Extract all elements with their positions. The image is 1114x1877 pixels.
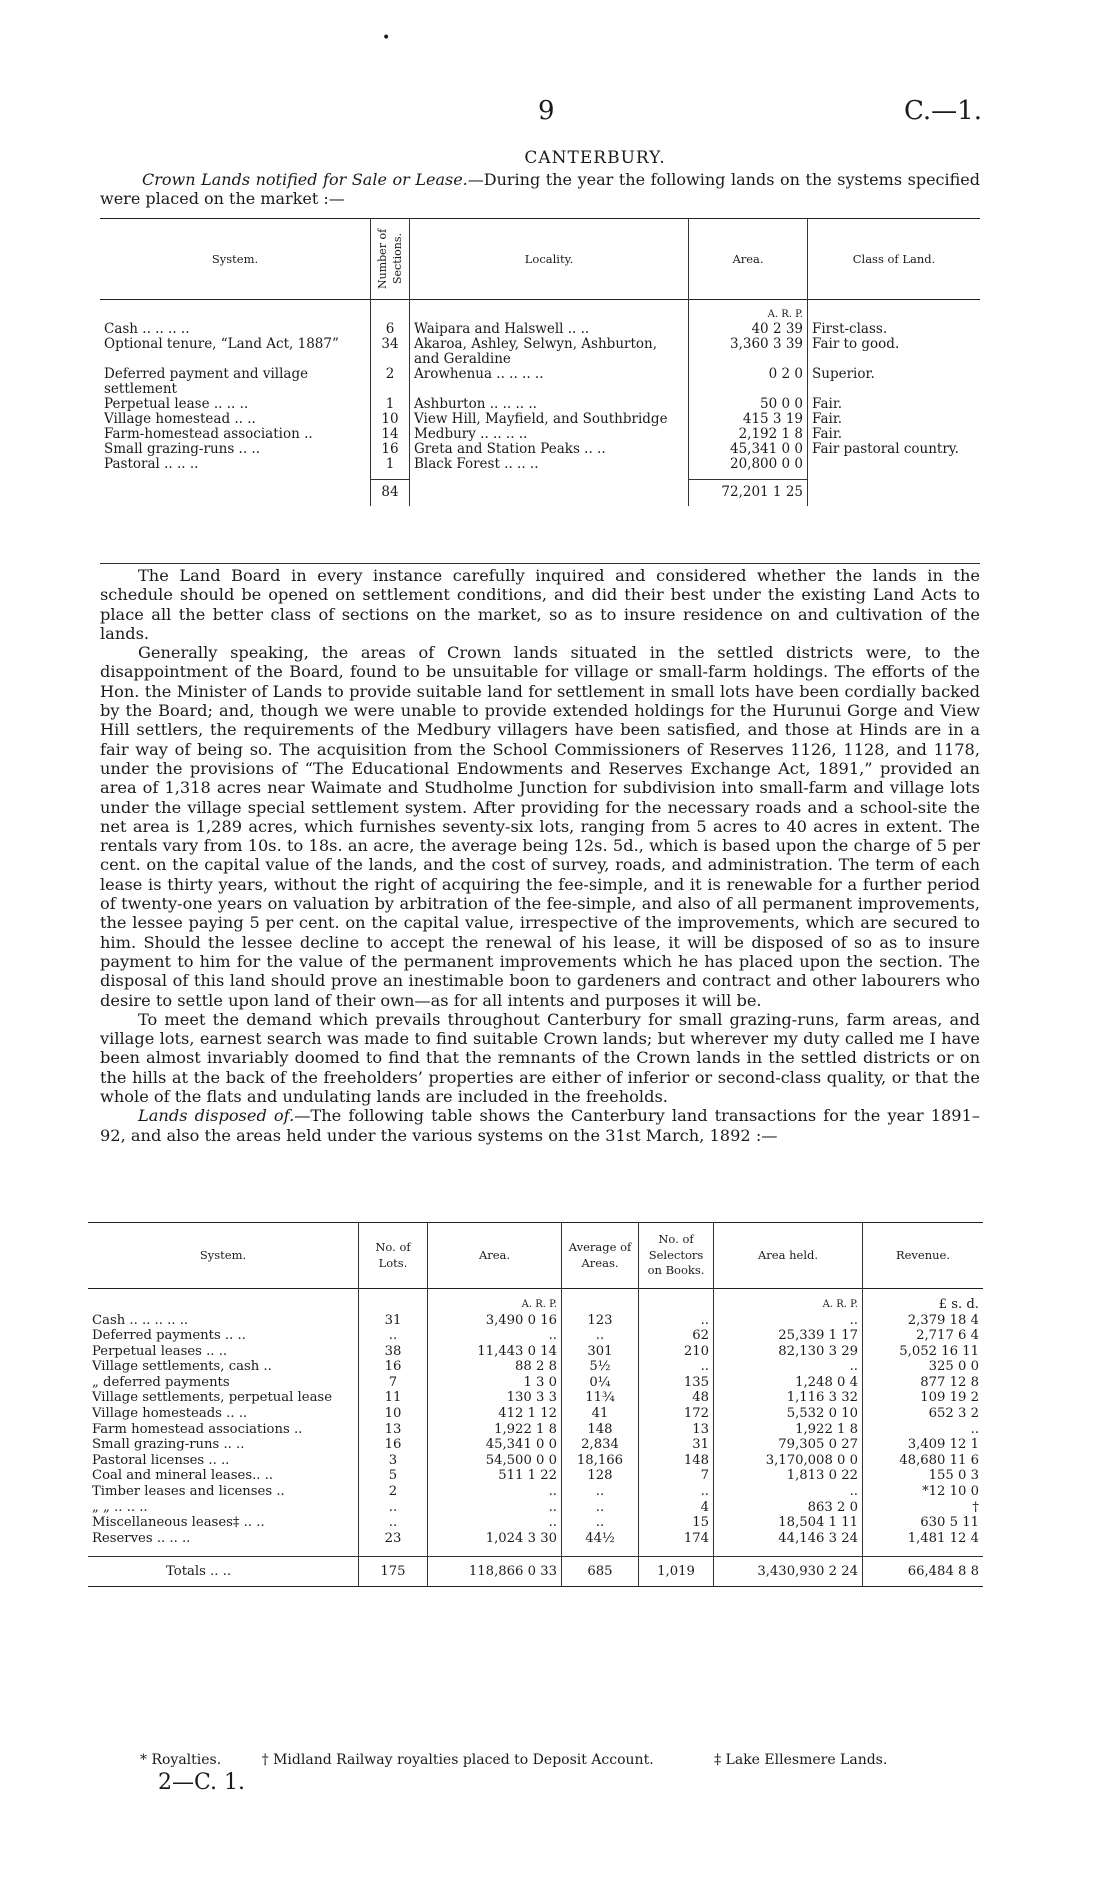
t2-cell-system: Miscellaneous leases‡ .. .. <box>92 1515 265 1531</box>
t1-cell-class: Fair. <box>808 412 981 427</box>
t2-cell-average: .. <box>562 1328 639 1344</box>
t2-header-lots: No. of Lots. <box>359 1223 428 1289</box>
t2-cell-selectors: .. <box>639 1484 714 1500</box>
t2-header-selectors: No. of Selectors on Books. <box>639 1223 714 1289</box>
t2-cell-lots: 5 <box>359 1468 428 1484</box>
t1-cell-sections: 14 <box>371 427 410 442</box>
t2-cell-lots: 10 <box>359 1406 428 1422</box>
t2-row <box>88 1453 983 1469</box>
t1-cell-sections: 16 <box>371 442 410 457</box>
t2-row <box>88 1406 983 1422</box>
t2-cell-selectors: .. <box>639 1359 714 1375</box>
t1-cell-system: Village homestead .. .. <box>104 410 256 427</box>
document-reference: C.—1. <box>903 96 982 126</box>
t2-total-area: 118,866 0 33 <box>428 1556 562 1586</box>
t2-row <box>88 1500 983 1516</box>
t2-cell-held: 3,170,008 0 0 <box>714 1453 863 1469</box>
t1-cell-locality: Waipara and Halswell .. .. <box>410 322 689 337</box>
t2-cell-revenue: 48,680 11 6 <box>863 1453 984 1469</box>
intro-paragraph <box>100 170 980 208</box>
t2-cell-system: Village settlements, perpetual lease <box>92 1390 333 1406</box>
t2-cell-revenue: 5,052 16 11 <box>863 1344 984 1360</box>
t2-cell-revenue: 2,717 6 4 <box>863 1328 984 1344</box>
t1-cell-sections: 10 <box>371 412 410 427</box>
t2-total-selectors: 1,019 <box>639 1556 714 1586</box>
t2-row <box>88 1390 983 1406</box>
footnote: ‡ Lake Ellesmere Lands. <box>714 1752 888 1768</box>
t2-cell-area: 54,500 0 0 <box>428 1453 562 1469</box>
t2-cell-lots: 16 <box>359 1359 428 1375</box>
t2-row <box>88 1484 983 1500</box>
t1-cell-locality: Ashburton .. .. .. .. <box>410 397 689 412</box>
t1-row <box>100 442 980 457</box>
t2-cell-held: 18,504 1 11 <box>714 1515 863 1531</box>
t2-cell-held: 1,813 0 22 <box>714 1468 863 1484</box>
t2-cell-area: .. <box>428 1515 562 1531</box>
t2-cell-lots: 31 <box>359 1313 428 1329</box>
t2-cell-lots: .. <box>359 1515 428 1531</box>
t1-cell-locality: Medbury .. .. .. .. <box>410 427 689 442</box>
t2-cell-average: 128 <box>562 1468 639 1484</box>
t2-cell-area: 45,341 0 0 <box>428 1437 562 1453</box>
t2-cell-lots: .. <box>359 1328 428 1344</box>
t2-total-held: 3,430,930 2 24 <box>714 1556 863 1586</box>
t2-cell-held: 5,532 0 10 <box>714 1406 863 1422</box>
t1-cell-sections: 34 <box>371 337 410 367</box>
t2-cell-lots: 16 <box>359 1437 428 1453</box>
t2-cell-average: 5½ <box>562 1359 639 1375</box>
t2-cell-system: Farm homestead associations .. <box>92 1421 303 1437</box>
t1-cell-class <box>808 457 981 472</box>
t2-row <box>88 1515 983 1531</box>
t1-cell-class: Fair. <box>808 427 981 442</box>
t2-cell-average: 44½ <box>562 1531 639 1547</box>
t2-cell-lots: .. <box>359 1500 428 1516</box>
t2-cell-lots: 11 <box>359 1390 428 1406</box>
t2-cell-selectors: 210 <box>639 1344 714 1360</box>
t2-cell-system: Village settlements, cash .. <box>92 1359 272 1375</box>
paragraph: To meet the demand which prevails throughout Canterbury for small grazing-runs, farm areas, and village lots, earnest search was made to find suitable Crown lands; but wherever my duty called me I have been almost invariably doomed to find that the remnants of the Crown lands in the settled districts or on the hills at the back of the freeholders’ properties are either of inferior or second-class quality, or that the whole of the flats and undulating lands are included in the freeholds. <box>100 1009 980 1107</box>
t2-cell-held: 1,922 1 8 <box>714 1422 863 1438</box>
t2-total-average: 685 <box>562 1556 639 1586</box>
footnote: * Royalties. <box>140 1752 222 1768</box>
t2-cell-area: 3,490 0 16 <box>428 1313 562 1329</box>
t1-total-sections: 84 <box>371 480 410 506</box>
t1-cell-class: Superior. <box>808 367 981 397</box>
t2-cell-selectors: 172 <box>639 1406 714 1422</box>
t1-cell-system: Farm-homestead association .. <box>104 425 313 442</box>
t2-cell-selectors: 62 <box>639 1328 714 1344</box>
t2-cell-selectors: 48 <box>639 1390 714 1406</box>
t1-cell-locality: Black Forest .. .. .. <box>410 457 689 472</box>
t2-cell-selectors: 174 <box>639 1531 714 1547</box>
t1-header-locality: Locality. <box>410 219 689 300</box>
t1-cell-system: Cash .. .. .. .. <box>104 320 190 337</box>
t2-cell-held: 79,305 0 27 <box>714 1437 863 1453</box>
t1-cell-class: Fair pastoral country. <box>808 442 981 457</box>
t2-cell-held: 1,248 0 4 <box>714 1375 863 1391</box>
t2-cell-system: Pastoral licenses .. .. <box>92 1452 230 1468</box>
t2-row <box>88 1422 983 1438</box>
t1-cell-locality: Greta and Station Peaks .. .. <box>410 442 689 457</box>
t2-cell-average: 2,834 <box>562 1437 639 1453</box>
t2-cell-area: 1,922 1 8 <box>428 1422 562 1438</box>
t1-cell-area: 415 3 19 <box>689 412 808 427</box>
t2-cell-selectors: 15 <box>639 1515 714 1531</box>
t2-cell-area: 130 3 3 <box>428 1390 562 1406</box>
t2-units-area: A. R. P. <box>428 1289 562 1313</box>
t2-cell-area: 412 1 12 <box>428 1406 562 1422</box>
t2-cell-area: .. <box>428 1500 562 1516</box>
t1-cell-class: Fair to good. <box>808 337 981 367</box>
t1-row <box>100 322 980 337</box>
body-text <box>100 566 980 1145</box>
t2-row <box>88 1359 983 1375</box>
t2-cell-revenue: 3,409 12 1 <box>863 1437 984 1453</box>
t1-bottom-rule <box>100 563 980 564</box>
t2-total-revenue: 66,484 8 8 <box>863 1556 984 1586</box>
t2-cell-average: 41 <box>562 1406 639 1422</box>
disposed-lead: Lands disposed of. <box>138 1106 295 1126</box>
header-dot: • <box>382 30 391 46</box>
t1-units: A. R. P. <box>689 300 808 322</box>
t1-row <box>100 337 980 367</box>
t1-cell-class: First-class. <box>808 322 981 337</box>
t1-row <box>100 427 980 442</box>
t2-cell-average: 18,166 <box>562 1453 639 1469</box>
t2-cell-selectors: 13 <box>639 1422 714 1438</box>
t1-total-area: 72,201 1 25 <box>689 480 808 506</box>
t1-header-system: System. <box>211 251 259 266</box>
t2-cell-system: Village homesteads .. .. <box>92 1406 248 1422</box>
t2-units-held: A. R. P. <box>714 1289 863 1313</box>
t2-cell-held: .. <box>714 1313 863 1329</box>
t2-total-lots: 175 <box>359 1556 428 1586</box>
t1-cell-system: Optional tenure, “Land Act, 1887” <box>104 335 339 352</box>
t2-cell-selectors: 7 <box>639 1468 714 1484</box>
t2-cell-area: 88 2 8 <box>428 1359 562 1375</box>
t2-cell-system: Perpetual leases .. .. <box>92 1343 228 1359</box>
t2-cell-area: 511 1 22 <box>428 1468 562 1484</box>
t2-cell-system: „ „ .. .. .. <box>92 1499 148 1515</box>
t2-cell-selectors: .. <box>639 1313 714 1329</box>
t2-units-revenue: £ s. d. <box>863 1289 984 1313</box>
intro-text: —During the year the following lands on the systems specified were placed on the market :— <box>100 170 981 208</box>
t2-cell-system: Small grazing-runs .. .. <box>92 1437 245 1453</box>
t2-cell-held: 82,130 3 29 <box>714 1344 863 1360</box>
t2-cell-held: .. <box>714 1359 863 1375</box>
t2-row <box>88 1468 983 1484</box>
t2-cell-selectors: 135 <box>639 1375 714 1391</box>
t1-cell-sections: 1 <box>371 457 410 472</box>
t2-header-area: Area. <box>428 1223 562 1289</box>
t2-row <box>88 1344 983 1360</box>
t1-cell-locality: Arowhenua .. .. .. .. <box>410 367 689 397</box>
t2-cell-held: 1,116 3 32 <box>714 1390 863 1406</box>
t2-cell-held: 863 2 0 <box>714 1500 863 1516</box>
t2-cell-average: 11¾ <box>562 1390 639 1406</box>
t2-row <box>88 1437 983 1453</box>
paragraph: The Land Board in every instance carefully inquired and considered whether the lands in the schedule should be opened on settlement conditions, and did their best under the existing Land Acts to place all the better class of sections on the market, so as to insure residence on and cultivation of the lands. <box>100 566 980 643</box>
footnotes <box>140 1752 990 1768</box>
t2-cell-revenue: † <box>863 1500 984 1516</box>
t2-cell-average: .. <box>562 1484 639 1500</box>
t2-cell-average: .. <box>562 1500 639 1516</box>
t1-header-area: Area. <box>689 219 808 300</box>
t1-cell-area: 0 2 0 <box>689 367 808 397</box>
t2-cell-average: 123 <box>562 1313 639 1329</box>
t2-cell-average: 0¼ <box>562 1375 639 1391</box>
t2-cell-lots: 38 <box>359 1344 428 1360</box>
paragraph: Generally speaking, the areas of Crown lands situated in the settled districts were, to the disappointment of the Board, found to be unsuitable for village or small-farm holdings. The efforts of the Hon. the Minister of Lands to provide suitable land for settlement in small lots have been cordially backed by the Board; and, though we were unable to provide extended holdings for the Hurunui Gorge and View Hill settlers, the requirements of the Medbury villagers have been satisfied, and those at Hinds are in a fair way of being so. The acquisition from the School Commissioners of Reserves 1126, 1128, and 1178, under the provisions of “The Educational Endowments and Reserves Exchange Act, 1891,” provided an area of 1,318 acres near Waimate and Studholme Junction for subdivision into small-farm and village lots under the village special settlement system. After providing for the necessary roads and a school-site the net area is 1,289 acres, which furnishes seventy-six lots, ranging from 5 acres to 40 acres in extent. The rentals vary from 10s. to 18s. an acre, the average being 12s. 5d., which is based upon the charge of 5 per cent. on the capital value of the lands, and the cost of survey, roads, and administration. The term of each lease is thirty years, without the right of acquiring the fee-simple, and it is renewable for a further period of twenty-one years on valuation by arbitration of the fee-simple, and also of all permanent improvements, the lessee paying 5 per cent. on the capital value, irrespective of the improvements, which are secured to him. Should the lessee decline to accept the renewal of his lease, it will be disposed of so as to insure payment to him for the value of the permanent improvements which he has placed upon the section. The disposal of this land should prove an inestimable boon to gardeners and contract and other labourers who desire to settle upon land of their own—as for all intents and purposes it will be. <box>100 643 980 1010</box>
t2-cell-held: .. <box>714 1484 863 1500</box>
t2-cell-lots: 23 <box>359 1531 428 1547</box>
t2-row <box>88 1313 983 1329</box>
disposed-paragraph <box>100 1106 980 1145</box>
section-title: CANTERBURY. <box>524 148 666 168</box>
t2-cell-revenue: 109 19 2 <box>863 1390 984 1406</box>
footnote: † Midland Railway royalties placed to Deposit Account. <box>261 1752 654 1768</box>
t2-cell-area: 1 3 0 <box>428 1375 562 1391</box>
t2-cell-revenue: 325 0 0 <box>863 1359 984 1375</box>
t2-row <box>88 1375 983 1391</box>
t2-cell-lots: 3 <box>359 1453 428 1469</box>
t2-cell-area: 1,024 3 30 <box>428 1531 562 1547</box>
disposed-lands-table <box>88 1222 983 1587</box>
page-number: 9 <box>538 96 555 126</box>
t2-cell-system: Coal and mineral leases.. .. <box>92 1468 274 1484</box>
signature-mark: 2—C. 1. <box>158 1770 246 1795</box>
t2-cell-lots: 7 <box>359 1375 428 1391</box>
t2-cell-area: .. <box>428 1328 562 1344</box>
t1-cell-sections: 2 <box>371 367 410 397</box>
t2-header-held: Area held. <box>714 1223 863 1289</box>
t2-cell-selectors: 4 <box>639 1500 714 1516</box>
t2-cell-revenue: 877 12 8 <box>863 1375 984 1391</box>
t2-cell-revenue: 2,379 18 4 <box>863 1313 984 1329</box>
t1-row <box>100 412 980 427</box>
t1-row <box>100 457 980 472</box>
t2-cell-selectors: 148 <box>639 1453 714 1469</box>
t2-cell-system: Reserves .. .. .. <box>92 1530 191 1546</box>
notified-lands-table <box>100 218 980 506</box>
t2-cell-area: .. <box>428 1484 562 1500</box>
t2-cell-system: „ deferred payments <box>92 1374 230 1390</box>
t1-cell-system: Pastoral .. .. .. <box>104 455 199 472</box>
t1-cell-area: 40 2 39 <box>689 322 808 337</box>
t1-header-class: Class of Land. <box>808 219 981 300</box>
t1-cell-sections: 1 <box>371 397 410 412</box>
t1-row <box>100 367 980 397</box>
t1-row <box>100 397 980 412</box>
t2-cell-system: Deferred payments .. .. <box>92 1328 246 1344</box>
t1-cell-system: Small grazing-runs .. .. <box>104 440 261 457</box>
t2-cell-held: 25,339 1 17 <box>714 1328 863 1344</box>
t2-cell-average: 301 <box>562 1344 639 1360</box>
t2-cell-revenue: 155 0 3 <box>863 1468 984 1484</box>
t2-row <box>88 1531 983 1547</box>
t1-cell-area: 45,341 0 0 <box>689 442 808 457</box>
t1-cell-locality: Akaroa, Ashley, Selwyn, Ashburton, and Geraldine <box>410 337 689 367</box>
t2-cell-average: 148 <box>562 1422 639 1438</box>
t2-cell-system: Timber leases and licenses .. <box>92 1484 285 1500</box>
t2-cell-revenue: *12 10 0 <box>863 1484 984 1500</box>
intro-lead: Crown Lands notified for Sale or Lease. <box>142 170 468 189</box>
t2-cell-system: Cash .. .. .. .. .. <box>92 1312 189 1328</box>
disposed-text: —The following table shows the Canterbury land transactions for the year 1891–92, and also the areas held under the various systems on the 31st March, 1892 :— <box>100 1106 981 1145</box>
t2-cell-lots: 2 <box>359 1484 428 1500</box>
t2-cell-revenue: 630 5 11 <box>863 1515 984 1531</box>
t2-cell-selectors: 31 <box>639 1437 714 1453</box>
t2-cell-held: 44,146 3 24 <box>714 1531 863 1547</box>
t2-cell-revenue: 1,481 12 4 <box>863 1531 984 1547</box>
t2-row <box>88 1328 983 1344</box>
t1-cell-area: 3,360 3 39 <box>689 337 808 367</box>
t1-cell-sections: 6 <box>371 322 410 337</box>
t1-cell-locality: View Hill, Mayfield, and Southbridge <box>410 412 689 427</box>
t2-cell-average: .. <box>562 1515 639 1531</box>
t2-cell-area: 11,443 0 14 <box>428 1344 562 1360</box>
t1-cell-class: Fair. <box>808 397 981 412</box>
t2-cell-lots: 13 <box>359 1422 428 1438</box>
t2-cell-revenue: 652 3 2 <box>863 1406 984 1422</box>
t2-cell-revenue: .. <box>863 1422 984 1438</box>
t1-cell-system: Deferred payment and village settlement <box>104 365 309 397</box>
t1-cell-system: Perpetual lease .. .. .. <box>104 395 249 412</box>
t2-header-average: Average of Areas. <box>562 1223 639 1289</box>
t2-totals-label: Totals .. .. <box>166 1563 232 1579</box>
t2-header-revenue: Revenue. <box>863 1223 984 1289</box>
t1-header-sections: Number of Sections. <box>371 219 410 300</box>
t2-header-system: System. <box>199 1247 247 1262</box>
t1-cell-area: 20,800 0 0 <box>689 457 808 472</box>
t1-cell-area: 2,192 1 8 <box>689 427 808 442</box>
t1-cell-area: 50 0 0 <box>689 397 808 412</box>
